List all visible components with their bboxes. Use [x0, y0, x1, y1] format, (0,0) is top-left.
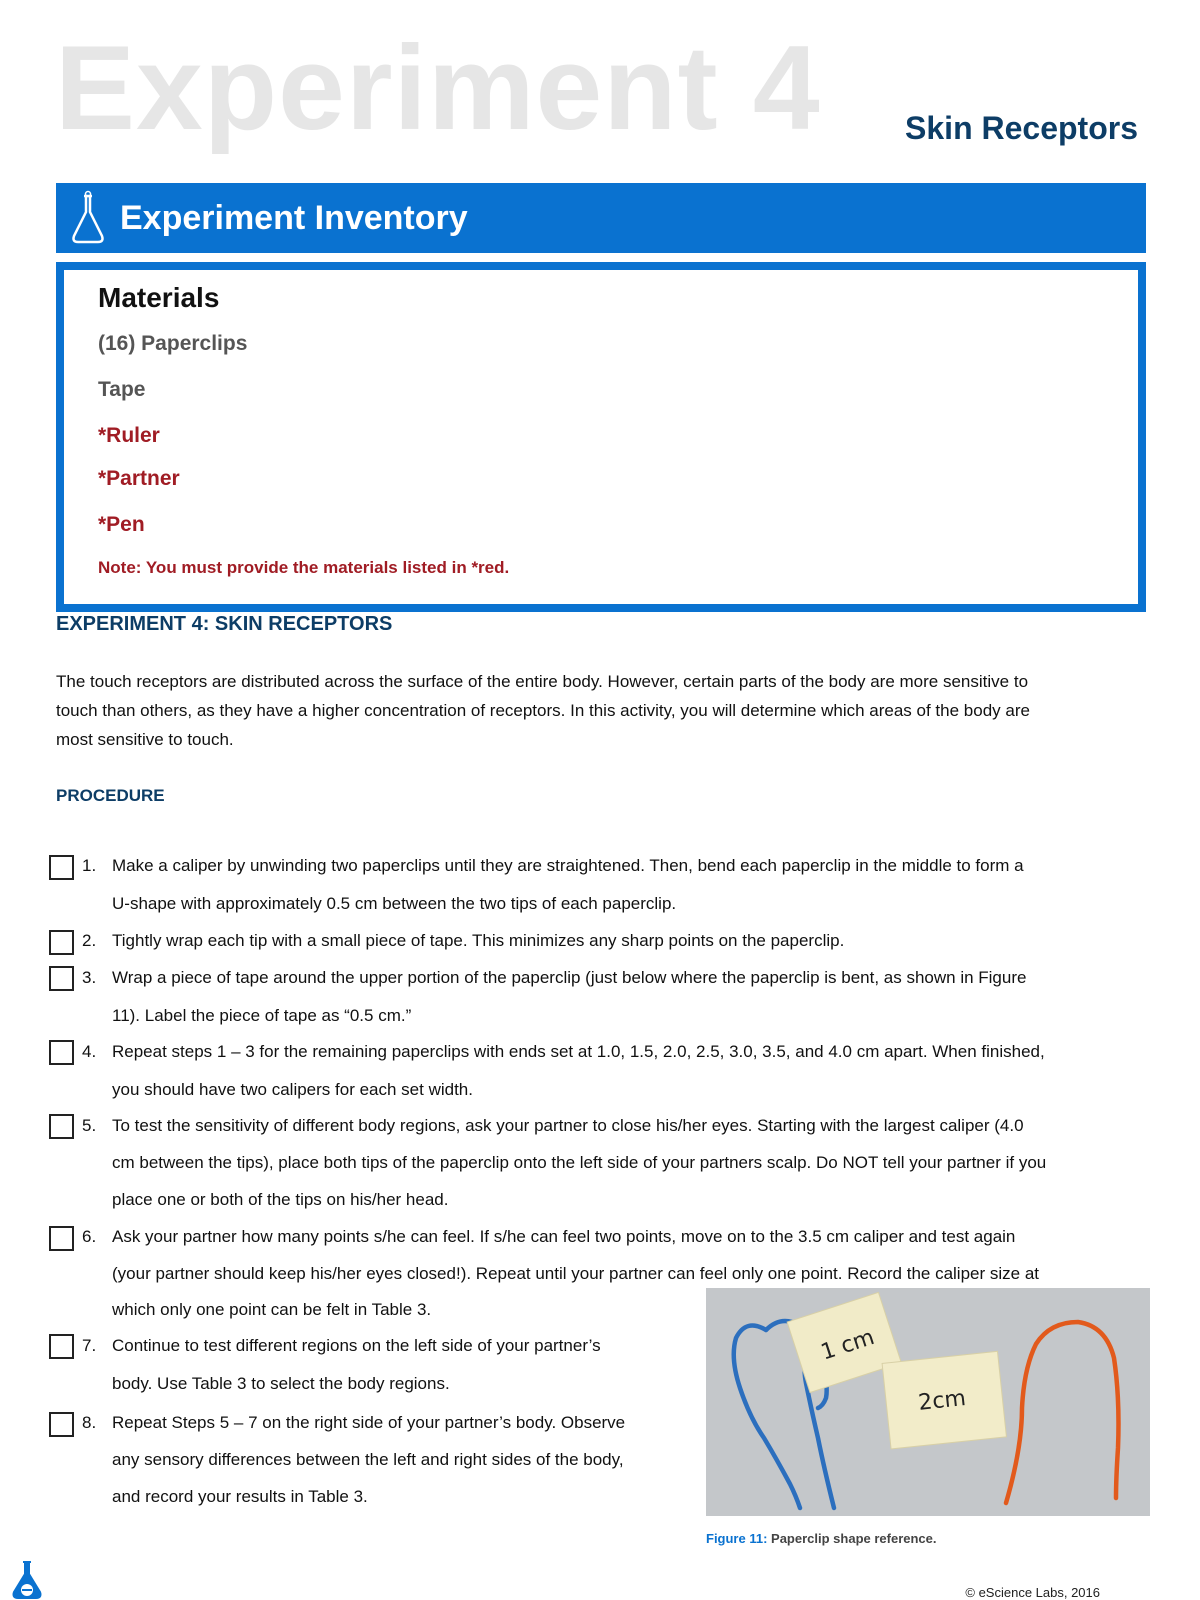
step-text: U-shape with approximately 0.5 cm between the two tips of each paperclip. — [112, 894, 677, 913]
material-item-required: *Partner — [98, 467, 180, 490]
step-number: 7. — [82, 1336, 97, 1355]
intro-line: touch than others, as they have a higher concentration of receptors. In this activity, you will determine which areas of the body are — [56, 701, 1030, 720]
step-6-checkbox[interactable] — [49, 1226, 74, 1251]
material-item-required: *Ruler — [98, 424, 160, 447]
step-7-checkbox[interactable] — [49, 1334, 74, 1359]
tape-label-2cm-text: 2cm — [917, 1385, 968, 1416]
step-8-checkbox[interactable] — [49, 1412, 74, 1437]
step-text: body. Use Table 3 to select the body regions. — [112, 1374, 450, 1393]
step-text: any sensory differences between the left and right sides of the body, — [112, 1450, 624, 1469]
step-text: Repeat Steps 5 – 7 on the right side of your partner’s body. Observe — [112, 1413, 626, 1432]
material-item-required: *Pen — [98, 513, 145, 536]
section-title: EXPERIMENT 4: SKIN RECEPTORS — [56, 613, 393, 635]
escience-logo-icon — [10, 1560, 44, 1600]
step-text: Ask your partner how many points s/he can feel. If s/he can feel two points, move on to the 3.5 cm caliper and test again — [112, 1227, 1016, 1246]
step-number: 6. — [82, 1227, 97, 1246]
step-text: you should have two calipers for each set width. — [112, 1080, 473, 1099]
figure-caption-text: Paperclip shape reference. — [767, 1531, 937, 1546]
inventory-header-bar — [56, 183, 1146, 253]
tape-label-1cm-text: 1 cm — [817, 1324, 878, 1366]
intro-paragraph — [56, 667, 1156, 754]
flask-icon — [66, 190, 110, 246]
experiment-subtitle: Skin Receptors — [905, 110, 1138, 146]
experiment-number-watermark: Experiment 4 — [55, 21, 821, 155]
step-2-checkbox[interactable] — [49, 930, 74, 955]
step-number: 4. — [82, 1042, 97, 1061]
step-text: place one or both of the tips on his/her head. — [112, 1190, 449, 1209]
materials-note: Note: You must provide the materials listed in *red. — [98, 558, 510, 577]
step-text: 11). Label the piece of tape as “0.5 cm.” — [112, 1006, 412, 1025]
materials-title: Materials — [98, 282, 220, 313]
step-number: 1. — [82, 856, 97, 875]
intro-line: The touch receptors are distributed across the surface of the entire body. However, certain parts of the body are more sensitive to — [56, 672, 1029, 691]
step-3-checkbox[interactable] — [49, 966, 74, 991]
step-text: and record your results in Table 3. — [112, 1487, 368, 1506]
figure-caption — [706, 1531, 937, 1546]
step-number: 5. — [82, 1116, 97, 1135]
material-item: (16) Paperclips — [98, 332, 248, 355]
step-text: cm between the tips), place both tips of the paperclip onto the left side of your partners scalp. Do NOT tell your partner if you — [112, 1153, 1047, 1172]
paperclip-figure-image — [706, 1288, 1150, 1516]
material-item: Tape — [98, 378, 146, 401]
step-number: 8. — [82, 1413, 97, 1432]
step-number: 3. — [82, 968, 97, 987]
step-text: (your partner should keep his/her eyes closed!). Repeat until your partner can feel only one point. Record the caliper size at — [112, 1264, 1040, 1283]
step-text: Tightly wrap each tip with a small piece of tape. This minimizes any sharp points on the paperclip. — [112, 931, 845, 950]
inventory-title: Experiment Inventory — [120, 198, 468, 237]
intro-line: most sensitive to touch. — [56, 730, 234, 749]
step-text: Make a caliper by unwinding two paperclips until they are straightened. Then, bend each paperclip in the middle to form a — [112, 856, 1024, 875]
procedure-title: PROCEDURE — [56, 786, 165, 805]
step-1-checkbox[interactable] — [49, 855, 74, 880]
step-number: 2. — [82, 931, 97, 950]
step-text: Wrap a piece of tape around the upper portion of the paperclip (just below where the paperclip is bent, as shown in Figure — [112, 968, 1027, 987]
step-text: Continue to test different regions on the left side of your partner’s — [112, 1336, 601, 1355]
step-text: Repeat steps 1 – 3 for the remaining paperclips with ends set at 1.0, 1.5, 2.0, 2.5, 3.0, 3.5, and 4.0 cm apart. When finished, — [112, 1042, 1045, 1061]
figure-label: Figure 11: — [706, 1531, 768, 1546]
step-text: which only one point can be felt in Table 3. — [112, 1300, 432, 1319]
step-5-checkbox[interactable] — [49, 1114, 74, 1139]
materials-box — [56, 262, 1146, 612]
step-4-checkbox[interactable] — [49, 1040, 74, 1065]
copyright-footer: © eScience Labs, 2016 — [965, 1585, 1100, 1600]
step-text: To test the sensitivity of different body regions, ask your partner to close his/her eyes. Starting with the largest caliper (4.0 — [112, 1116, 1024, 1135]
